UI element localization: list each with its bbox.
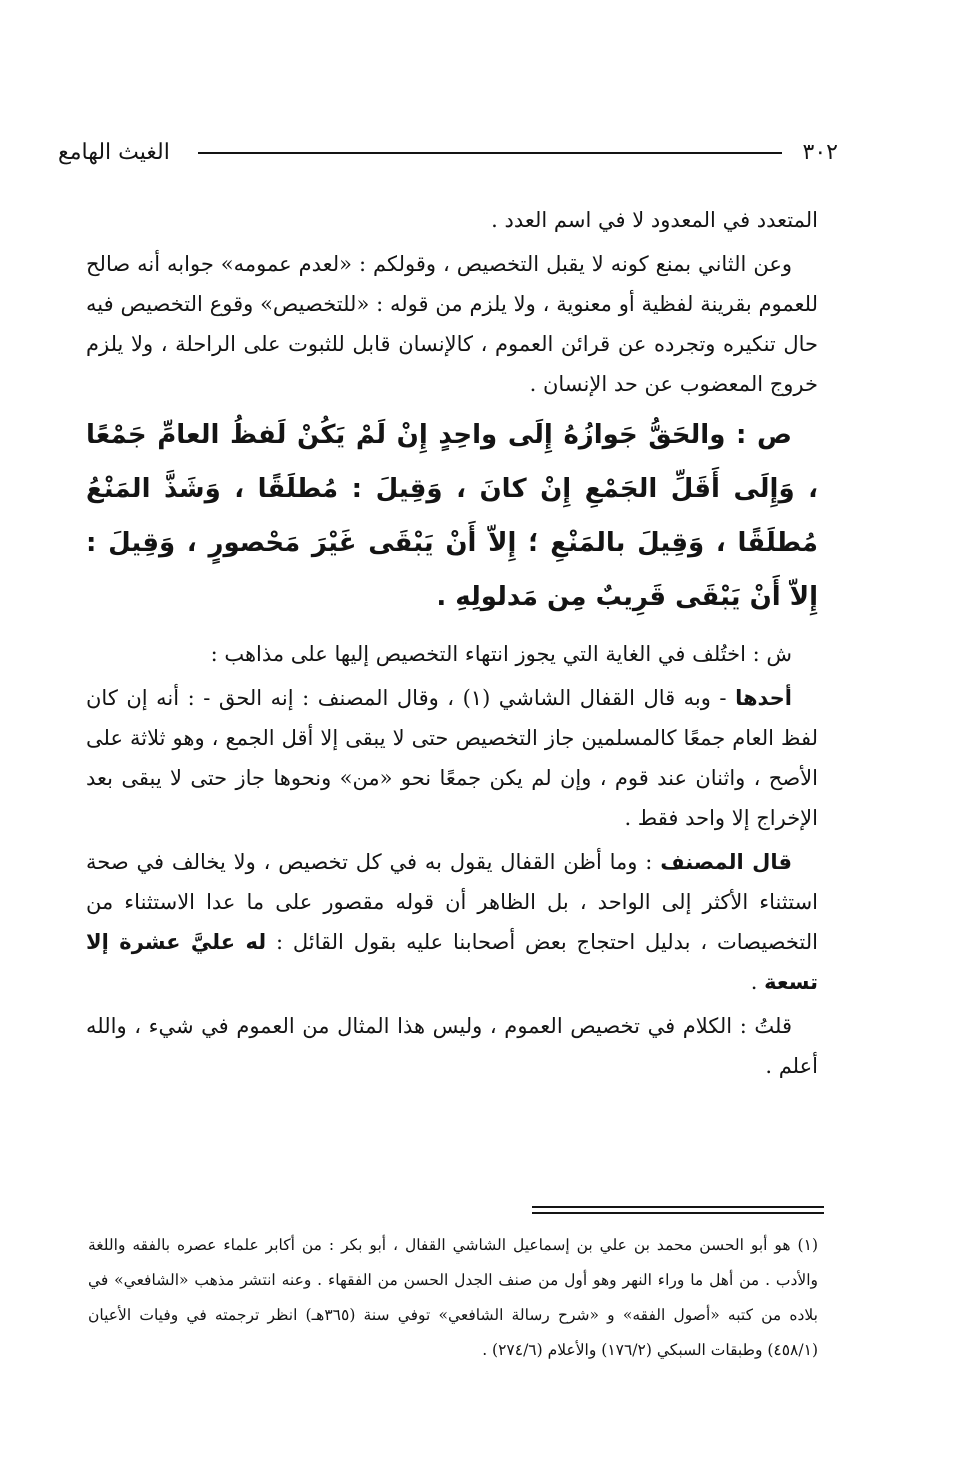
first-opinion-heading: أحدها — [735, 686, 792, 710]
paragraph-commentary-intro: ش : اختُلف في الغاية التي يجوز انتهاء التخصيص إليها على مذاهب : — [210, 642, 792, 666]
author-said-heading: قال المصنف — [660, 850, 792, 874]
paragraph-1: المتعدد في المعدود لا في اسم العدد . — [491, 208, 818, 232]
header-rule — [198, 152, 782, 154]
footnote-separator — [532, 1206, 824, 1218]
author-said-end: . — [750, 970, 765, 994]
footnote-1: (١) هو أبو الحسن محمد بن علي بن إسماعيل الشاشي القفال ، أبو بكر : من أكابر علماء عصره بالفقه واللغة والأدب . من أهل ما وراء النهر وهو أول من صنف الجدل الحسن من الفقهاء . وعنه انتشر مذهب «الشافعي» في بلاده من كتبه «أصول الفقه» و «شرح رسالة الشافعي» توفي سنة (٣٦٥هـ) انظر ترجمته في وفيات الأعيان (٤٥٨/١) وطبقات السبكي (١٧٦/٢) والأعلام (٢٧٤/٦) . — [88, 1236, 818, 1359]
author-said-text: : وما أظن القفال يقول به في كل تخصيص ، ولا يخالف في صحة استثناء الأكثر إلى الواحد ، بل الظاهر أن قوله مقصور على ما عدا الاستثناء من التخصيصات ، بدليل احتجاج بعض أصحابنا عليه بقول القائل : — [86, 850, 818, 954]
paragraph-i-said: قلتُ : الكلام في تخصيص العموم ، وليس هذا المثال من العموم في شيء ، والله أعلم . — [86, 1014, 818, 1078]
footnotes — [88, 1228, 818, 1368]
paragraph-2: وعن الثاني بمنع كونه لا يقبل التخصيص ، وقولكم : «لعدم عمومه» جوابه أنه صالح للعموم بقرينة لفظية أو معنوية ، ولا يلزم من قوله : «للتخصيص» وقوع التخصيص فيه حال تنكيره وتجرده عن قرائن العموم ، كالإنسان قابل للثبوت على الراحلة ، ولا يلزم خروج المعضوب عن حد الإنسان . — [86, 252, 818, 396]
paragraph-author-said — [86, 842, 818, 1002]
page-number: ٣٠٢ — [802, 140, 838, 165]
paragraph-first-opinion — [86, 678, 818, 838]
page-header — [58, 138, 838, 168]
main-text — [86, 200, 818, 1090]
matn-text: ص : والحَقُّ جَوازُهُ إِلَى واحِدٍ إِنْ لَمْ يَكُنْ لَفظُ العامِّ جَمْعًا ، وَإِلَى أَقَلِّ الجَمْعِ إِنْ كانَ ، وَقِيلَ : مُطلَقًا ، وَشَذَّ المَنْعُ مُطلَقًا ، وَقِيلَ بالمَنْعِ ؛ إِلاّ أَنْ يَبْقَى غَيْرَ مَحْصورٍ ، وَقِيلَ : إِلاّ أَنْ يَبْقَى قَرِيبٌ مِن مَدلولِهِ . — [86, 420, 818, 612]
running-title: الغيث الهامع — [58, 140, 170, 165]
author-said-example: له عليَّ عشرة إلا تسعة — [86, 930, 818, 994]
first-opinion-text: - وبه قال القفال الشاشي (١) ، وقال المصنف : إنه الحق - : أنه إن كان لفظ العام جمعًا كالمسلمين جاز التخصيص حتى لا يبقى إلا أقل الجمع ، وهو ثلاثة على الأصح ، واثنان عند قوم ، وإن لم يكن جمعًا نحو «من» ونحوها جاز حتى لا يبقى بعد الإخراج إلا واحد فقط . — [86, 686, 818, 830]
